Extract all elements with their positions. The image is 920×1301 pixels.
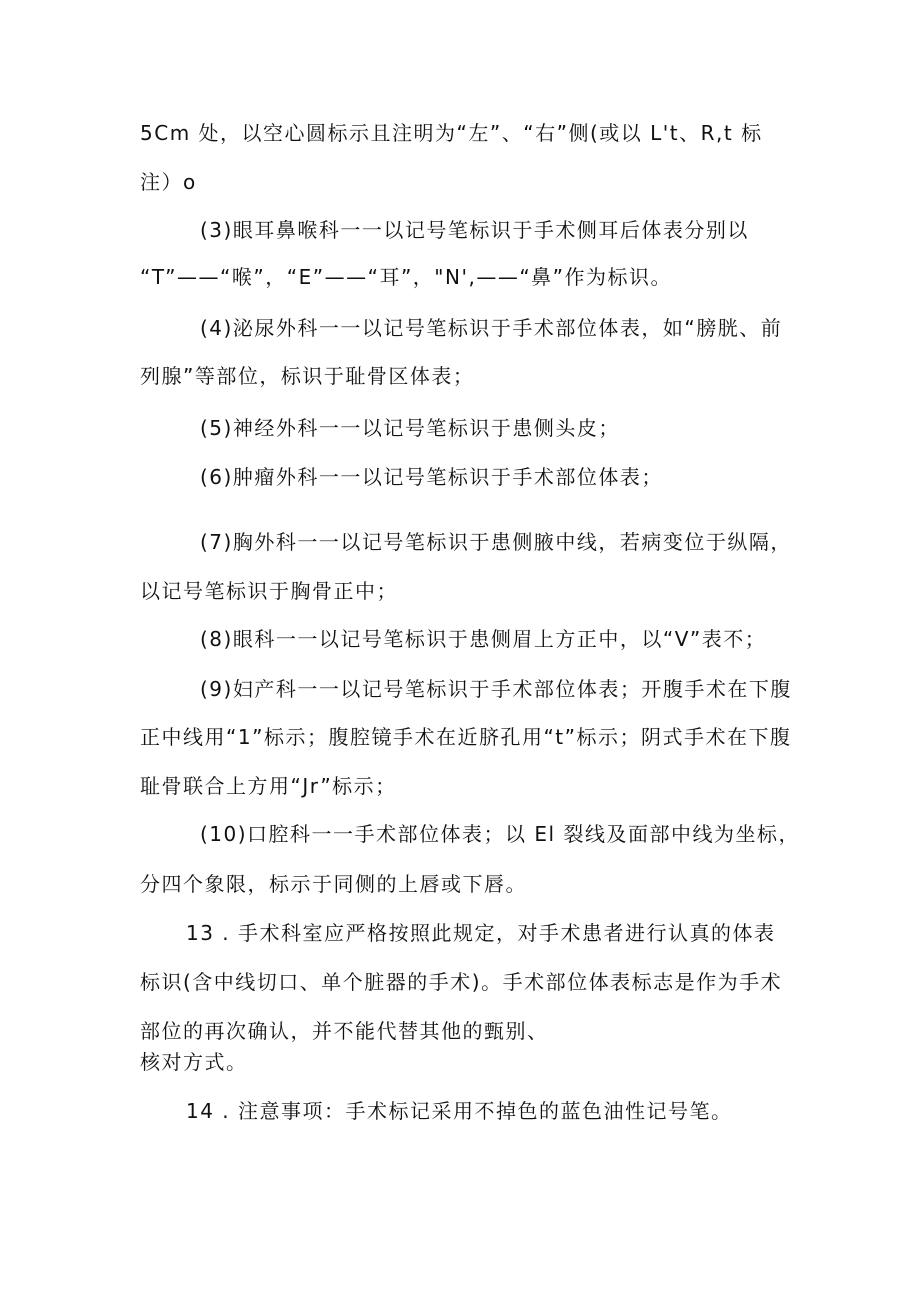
text-line-3: (3)眼耳鼻喉科一一以记号笔标识于手术侧耳后体表分别以: [200, 218, 749, 242]
text-line-18: 标识(含中线切口、单个脏器的手术)。手术部位体表标志是作为手术: [140, 970, 783, 994]
text-line-15: (10)口腔科一一手术部位体表；以 El 裂线及面部中线为坐标，: [200, 822, 800, 846]
text-line-19: 部位的再次确认，并不能代替其他的甄别、: [140, 1019, 549, 1043]
text-line-12: (9)妇产科一一以记号笔标识于手术部位体表；开腹手术在下腹: [200, 677, 792, 701]
text-line-7: (5)神经外科一一以记号笔标识于患侧头皮；: [200, 416, 620, 440]
text-line-20: 核对方式。: [140, 1050, 248, 1074]
text-line-2: 注）o: [140, 170, 197, 194]
text-line-5: (4)泌尿外科一一以记号笔标识于手术部位体表，如“膀胱、前: [200, 316, 783, 340]
text-line-4: “T”——“喉”，“E”——“耳”，"N',——“鼻”作为标识。: [140, 265, 673, 289]
text-line-6: 列腺”等部位，标识于耻骨区体表；: [140, 364, 475, 388]
text-line-17: 13 . 手术科室应严格按照此规定，对手术患者进行认真的体表: [186, 921, 776, 945]
text-line-1: 5Cm 处，以空心圆标示且注明为“左”、“右”侧(或以 L't、R,t 标: [140, 121, 763, 145]
text-line-8: (6)肿瘤外科一一以记号笔标识于手术部位体表；: [200, 465, 663, 489]
text-line-10: 以记号笔标识于胸骨正中；: [140, 579, 398, 603]
text-line-9: (7)胸外科一一以记号笔标识于患侧腋中线，若病变位于纵隔，: [200, 530, 792, 554]
text-line-16: 分四个象限，标示于同侧的上唇或下唇。: [140, 872, 527, 896]
text-line-14: 耻骨联合上方用“Jr”标示；: [140, 774, 397, 798]
text-line-13: 正中线用“1”标示；腹腔镜手术在近脐孔用“t”标示；阴式手术在下腹: [140, 725, 792, 749]
text-line-11: (8)眼科一一以记号笔标识于患侧眉上方正中，以“V”表不；: [200, 627, 767, 651]
text-line-21: 14 . 注意事项：手术标记采用不掉色的蓝色油性记号笔。: [186, 1099, 733, 1123]
